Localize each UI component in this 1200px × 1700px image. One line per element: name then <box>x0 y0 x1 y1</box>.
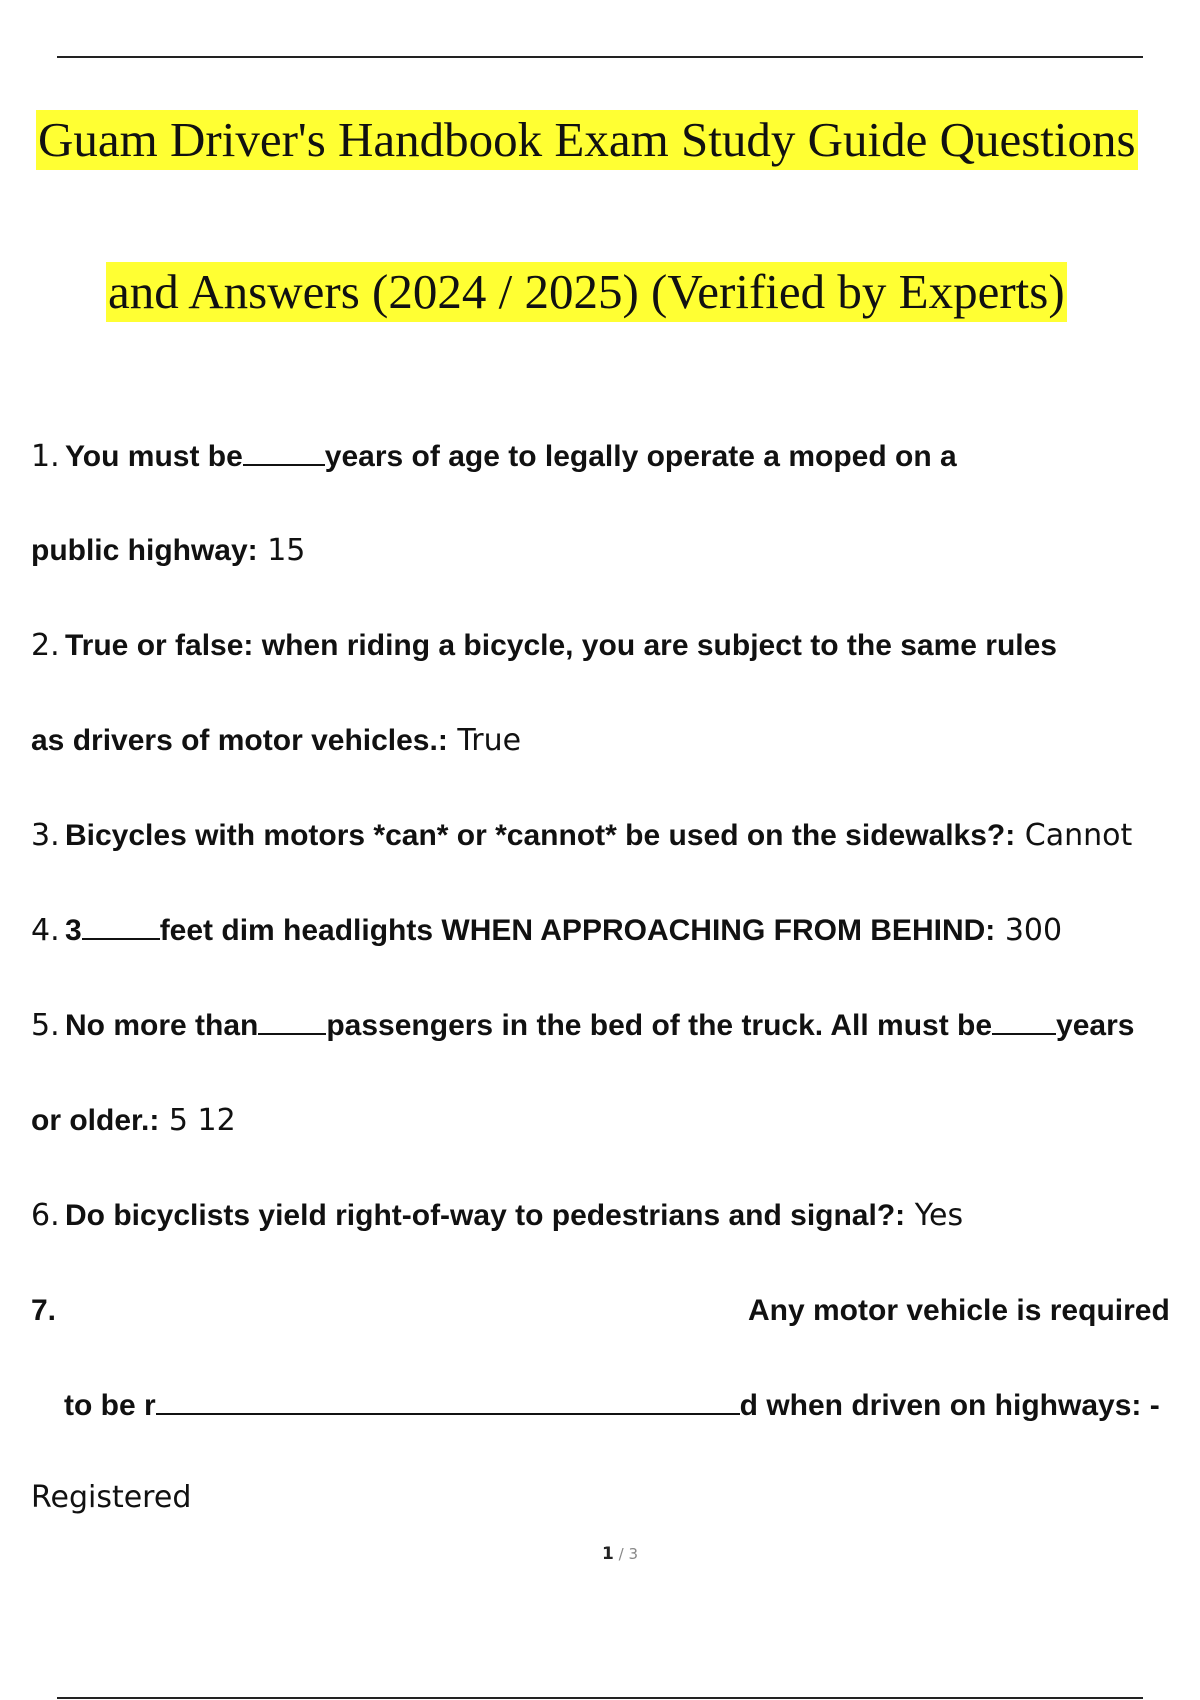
document-title-line-2: and Answers (2024 / 2025) (Verified by Experts) <box>106 262 1067 322</box>
question-text: You must be <box>65 440 243 473</box>
answer-text: 15 <box>267 533 306 568</box>
question-text: True or false: when riding a bicycle, you are subject to the same rules <box>65 629 1057 662</box>
question-text: years <box>1056 1009 1135 1042</box>
question-text: No more than <box>65 1009 259 1042</box>
question-number: 6. <box>31 1198 60 1233</box>
answer-text: Registered <box>31 1480 192 1515</box>
question-1-line-2 <box>31 531 305 571</box>
fill-blank <box>992 1007 1056 1035</box>
fill-blank <box>258 1007 326 1035</box>
top-rule <box>57 56 1143 58</box>
current-page: 1 <box>601 1544 614 1564</box>
answer-text: True <box>457 723 522 758</box>
question-number: 3. <box>31 818 60 853</box>
question-text: Do bicyclists yield right-of-way to pedestrians and signal?: <box>65 1199 906 1232</box>
answer-text: Cannot <box>1024 818 1133 853</box>
question-number: 1. <box>31 439 60 474</box>
question-7-answer-line <box>31 1478 191 1518</box>
question-2-line-2 <box>31 721 521 761</box>
question-text: as drivers of motor vehicles.: <box>31 724 448 757</box>
page-separator: / <box>618 1545 624 1563</box>
question-text: to be r <box>64 1389 156 1422</box>
fill-blank <box>243 438 325 466</box>
question-5-line-1 <box>31 1006 1134 1046</box>
question-3-line-1 <box>31 816 1132 856</box>
answer-text: Yes <box>914 1198 964 1233</box>
total-pages: 3 <box>628 1545 638 1563</box>
question-2-line-1 <box>31 626 1057 666</box>
question-number: 2. <box>31 628 60 663</box>
question-5-line-2 <box>31 1101 236 1141</box>
answer-text: 300 <box>1004 913 1063 948</box>
question-text: feet dim headlights WHEN APPROACHING FROM BEHIND: <box>159 914 996 947</box>
question-text: 3 <box>65 914 82 947</box>
question-4-line-1 <box>31 911 1062 951</box>
question-7-text-part1: Any motor vehicle is required <box>748 1294 1170 1327</box>
question-7-number: 7. <box>31 1294 57 1327</box>
question-text: passengers in the bed of the truck. All must be <box>326 1009 993 1042</box>
question-number: 5. <box>31 1008 60 1043</box>
fill-blank <box>82 912 160 940</box>
answer-text: 5 12 <box>168 1103 236 1138</box>
bottom-rule <box>57 1697 1143 1699</box>
question-text: or older.: <box>31 1104 160 1137</box>
question-text: public highway: <box>31 534 258 567</box>
page-indicator <box>0 1544 1200 1564</box>
question-number: 4. <box>31 913 60 948</box>
question-7-line-2 <box>64 1386 1160 1426</box>
question-6-line-1 <box>31 1196 963 1236</box>
document-title-line-1: Guam Driver's Handbook Exam Study Guide Questions <box>36 110 1138 170</box>
question-text: d when driven on highways: - <box>739 1389 1160 1422</box>
fill-blank <box>156 1387 740 1415</box>
question-text: Bicycles with motors *can* or *cannot* be used on the sidewalks?: <box>65 819 1016 852</box>
question-1-line-1 <box>31 437 957 477</box>
question-text: years of age to legally operate a moped on a <box>324 440 957 473</box>
